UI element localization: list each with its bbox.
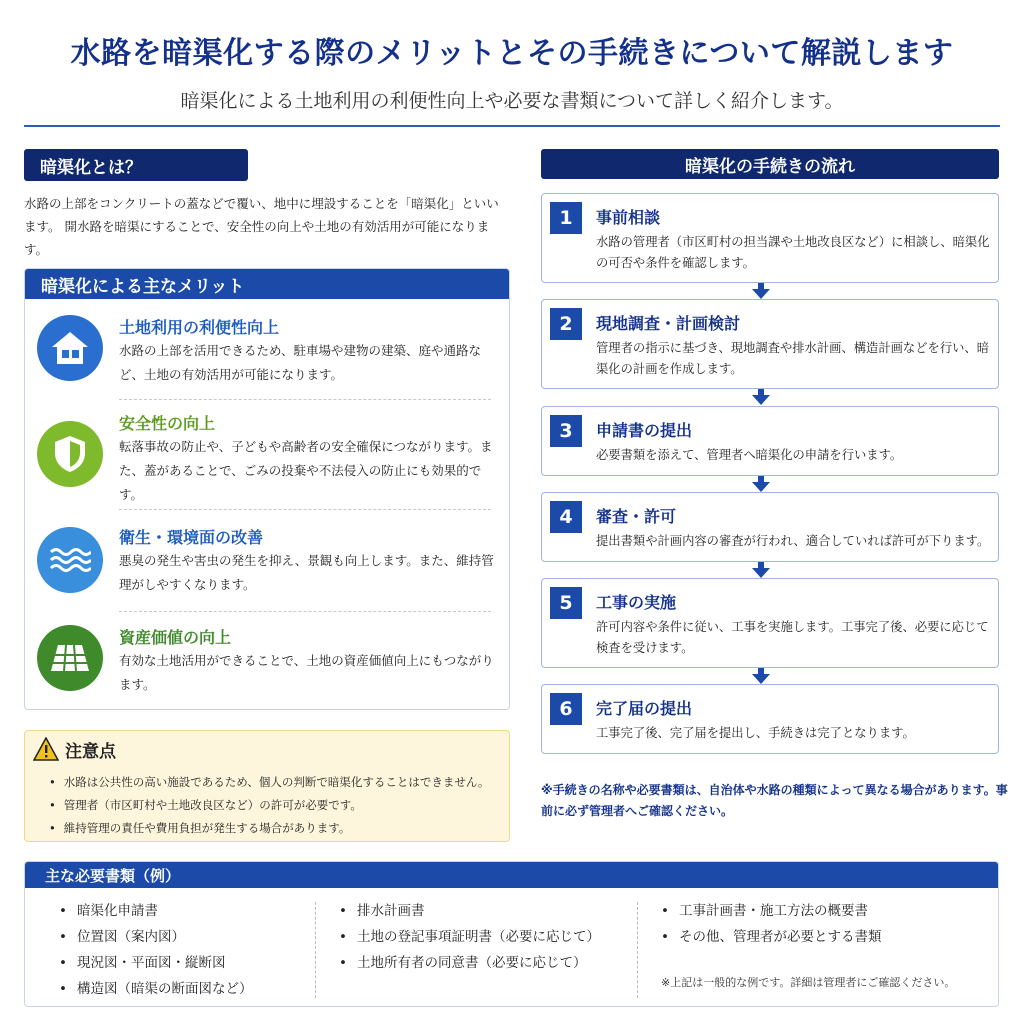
step-desc: 管理者の指示に基づき、現地調査や排水計画、構造計画などを行い、暗渠化の計画を作成します。 [596,341,990,376]
merit-divider [119,509,491,510]
documents-panel [24,861,999,1007]
document-item: • 土地の登記事項証明書（必要に応じて） [339,924,600,950]
merit-title: 資産価値の向上 [119,628,232,647]
caution-item: • 管理者（市区町村や土地改良区など）の許可が必要です。 [49,794,490,817]
step-number: 6 [550,693,582,725]
step-number: 4 [550,501,582,533]
documents-list-3 [661,898,881,950]
intro-text: 水路の上部をコンクリートの蓋などで覆い、地中に埋設することを「暗渠化」といいます。 開水路を暗渠にすることで、安全性の向上や土地の有効活用が可能になります。 [24,196,499,257]
down-arrow-icon [752,674,770,684]
documents-divider [315,902,316,998]
shield-icon [37,421,103,487]
documents-divider [637,902,638,998]
flow-step [541,406,999,476]
merit-desc: 悪臭の発生や害虫の発生を抑え、景観も向上します。また、維持管理がしやすくなります。 [119,553,494,592]
caution-title: 注意点 [65,742,116,762]
flow-step [541,299,999,389]
caution-item: • 水路は公共性の高い施設であるため、個人の判断で暗渠化することはできません。 [49,771,490,794]
document-item: • 排水計画書 [339,898,600,924]
warning-icon [33,737,59,765]
document-item: • 土地所有者の同意書（必要に応じて） [339,950,600,976]
step-title: 申請書の提出 [596,421,693,440]
step-desc: 水路の管理者（市区町村の担当課や土地改良区など）に相談し、暗渠化の可否や条件を確認します。 [596,235,990,270]
flow-step [541,684,999,754]
flow-step [541,193,999,283]
step-title: 事前相談 [596,208,661,227]
step-number: 1 [550,202,582,234]
document-item: • 暗渠化申請書 [59,898,252,924]
merit-title: 衛生・環境面の改善 [119,528,264,547]
step-number: 5 [550,587,582,619]
flow-note: ※手続きの名称や必要書類は、自治体や水路の種類によって異なる場合があります。事前に必ず管理者へご確認ください。 [541,783,1008,818]
documents-list-1 [59,898,252,1002]
document-item: • 位置図（案内図） [59,924,252,950]
water-waves-icon [37,527,103,593]
page-subtitle: 暗渠化による土地利用の利便性向上や必要な書類について詳しく紹介します。 [180,90,844,112]
header-divider [24,125,1000,127]
document-item: • 現況図・平面図・縦断図 [59,950,252,976]
documents-heading: 主な必要書類（例） [25,862,998,888]
merit-desc: 転落事故の防止や、子どもや高齢者の安全確保につながります。また、蓋があることで、ごみの投棄や不法侵入の防止にも効果的です。 [119,439,493,502]
merit-title: 安全性の向上 [119,414,216,433]
merit-divider [119,399,491,400]
merits-heading: 暗渠化による主なメリット [25,269,509,299]
flow-step [541,492,999,562]
merit-desc: 有効な土地活用ができることで、土地の資産価値向上にもつながります。 [119,653,494,692]
step-desc: 許可内容や条件に従い、工事を実施します。工事完了後、必要に応じて検査を受けます。 [596,620,989,655]
merits-panel [24,268,510,710]
intro-heading: 暗渠化とは？ [24,149,248,181]
down-arrow-icon [752,395,770,405]
document-item: • その他、管理者が必要とする書類 [661,924,881,950]
step-title: 審査・許可 [596,507,677,526]
down-arrow-icon [752,482,770,492]
land-grid-icon [37,625,103,691]
down-arrow-icon [752,568,770,578]
step-desc: 提出書類や計画内容の審査が行われ、適合していれば許可が下ります。 [596,534,990,548]
step-desc: 工事完了後、完了届を提出し、手続きは完了となります。 [596,726,915,740]
step-title: 現地調査・計画検討 [596,314,741,333]
down-arrow-icon [752,289,770,299]
step-number: 3 [550,415,582,447]
documents-list-2 [339,898,600,976]
caution-item: • 維持管理の責任や費用負担が発生する場合があります。 [49,817,490,840]
step-title: 工事の実施 [596,593,677,612]
step-title: 完了届の提出 [596,699,693,718]
document-item: • 構造図（暗渠の断面図など） [59,976,252,1002]
document-item: • 工事計画書・施工方法の概要書 [661,898,881,924]
page-title: 水路を暗渠化する際のメリットとその手続きについて解説します [70,36,954,71]
flow-heading: 暗渠化の手続きの流れ [541,149,999,179]
house-icon [37,315,103,381]
caution-list [49,771,490,840]
flow-step [541,578,999,668]
merit-divider [119,611,491,612]
step-number: 2 [550,308,582,340]
documents-note: ※上記は一般的な例です。詳細は管理者にご確認ください。 [661,976,956,989]
caution-panel [24,730,510,842]
merit-title: 土地利用の利便性向上 [119,318,280,337]
merit-desc: 水路の上部を活用できるため、駐車場や建物の建築、庭や通路など、土地の有効活用が可能になります。 [119,343,482,382]
step-desc: 必要書類を添えて、管理者へ暗渠化の申請を行います。 [596,448,903,462]
